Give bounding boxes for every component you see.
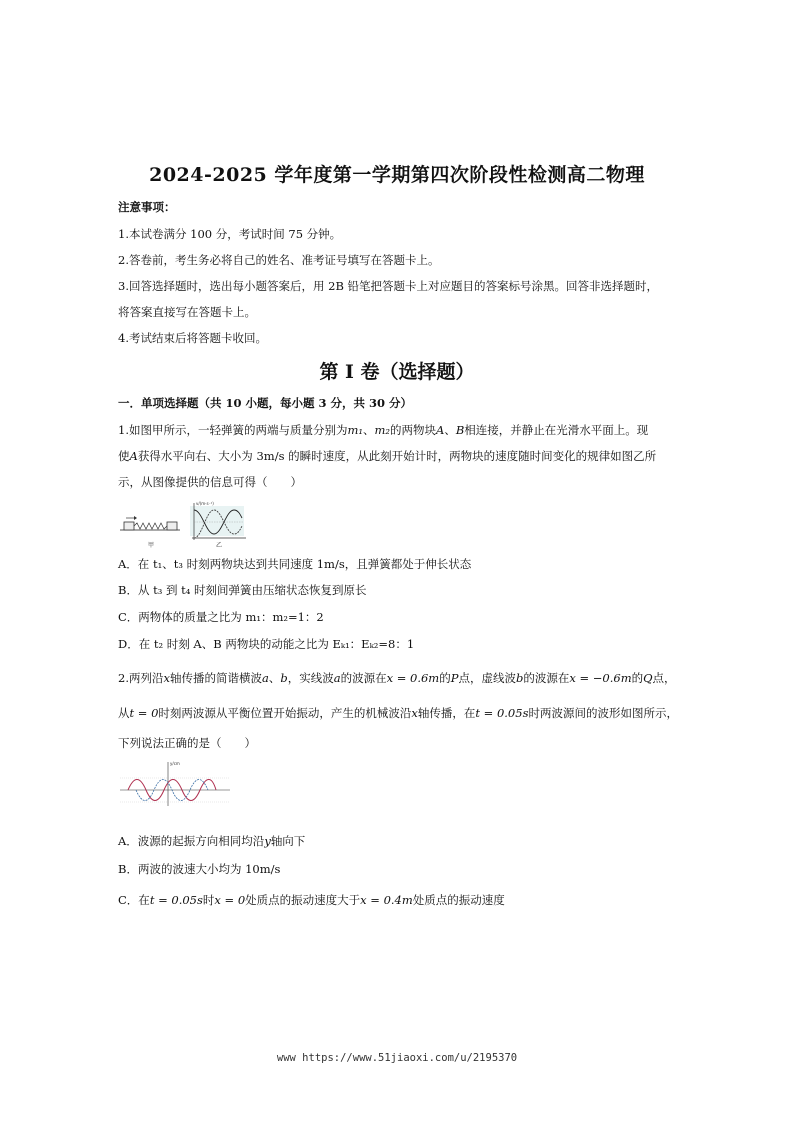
notice-item: 1.本试卷满分 100 分，考试时间 75 分钟。: [118, 227, 342, 241]
section-title: 第 I 卷（选择题）: [319, 361, 475, 383]
q2-line2: 从t = 0时刻两波源从平衡位置开始振动，产生的机械波沿x轴传播，在t = 0.05s时两波源间的波形如图所示，: [118, 706, 678, 720]
part-heading: 一．单项选择题（共 10 小题，每小题 3 分，共 30 分）: [118, 396, 413, 410]
notice-heading: 注意事项：: [118, 200, 176, 214]
q2-wave-figure: [118, 760, 233, 810]
q2-option-a: A．波源的起振方向相同均沿y轴向下: [118, 834, 306, 848]
q1-option-a: A．在 t₁、t₃ 时刻两物块达到共同速度 1m/s，且弹簧都处于伸长状态: [118, 557, 472, 571]
footer-watermark-link[interactable]: www https://www.51jiaoxi.com/u/2195370: [276, 1052, 518, 1064]
velocity-time-graph: [190, 501, 246, 540]
graph-axis-label: v/(m·s⁻¹): [196, 501, 214, 506]
notice-item: 2.答卷前，考生务必将自己的姓名、准考证号填写在答题卡上。: [118, 253, 440, 267]
q1-line3: 示，从图像提供的信息可得（ ）: [118, 475, 302, 489]
q1-option-c: C．两物体的质量之比为 m₁：m₂=1：2: [118, 610, 324, 624]
notice-item: 4.考试结束后将答题卡收回。: [118, 331, 267, 345]
fig-label-jia: 甲: [148, 542, 155, 549]
q1-line1: 1.如图甲所示，一轻弹簧的两端与质量分别为m₁、m₂的两物块A、B相连接，并静止在光滑水平面上。现: [118, 423, 649, 437]
q1-line2: 使A获得水平向右、大小为 3m/s 的瞬时速度，从此刻开始计时，两物块的速度随时间变化的规律如图乙所: [118, 449, 657, 463]
q1-option-b: B．从 t₃ 到 t₄ 时刻间弹簧由压缩状态恢复到原长: [118, 583, 367, 597]
wave-axis-label: y/cm: [170, 761, 180, 766]
q2-option-b: B．两波的波速大小均为 10m/s: [118, 862, 281, 876]
q2-line1: 2.两列沿x轴传播的简谐横波a、b，实线波a的波源在x = 0.6m的P点，虚线波b的波源在x = −0.6m的Q点，: [118, 671, 676, 685]
notice-item: 3.回答选择题时，选出每小题答案后，用 2B 铅笔把答题卡上对应题目的答案标号涂黑。回答非选择题时，: [118, 279, 659, 293]
fig-label-yi: 乙: [216, 542, 223, 549]
page-title: 2024-2025 学年度第一学期第四次阶段性检测高二物理: [149, 164, 645, 186]
q1-option-d: D．在 t₂ 时刻 A、B 两物块的动能之比为 Eₖ₁：Eₖ₂=8：1: [118, 637, 415, 651]
q1-figure: [118, 500, 248, 550]
spring-block-diagram: [120, 516, 180, 530]
notice-item: 将答案直接写在答题卡上。: [118, 305, 256, 319]
q2-option-c: C．在t = 0.05s时x = 0处质点的振动速度大于x = 0.4m处质点的振动速度: [118, 893, 505, 907]
q2-line3: 下列说法正确的是（ ）: [118, 736, 256, 750]
